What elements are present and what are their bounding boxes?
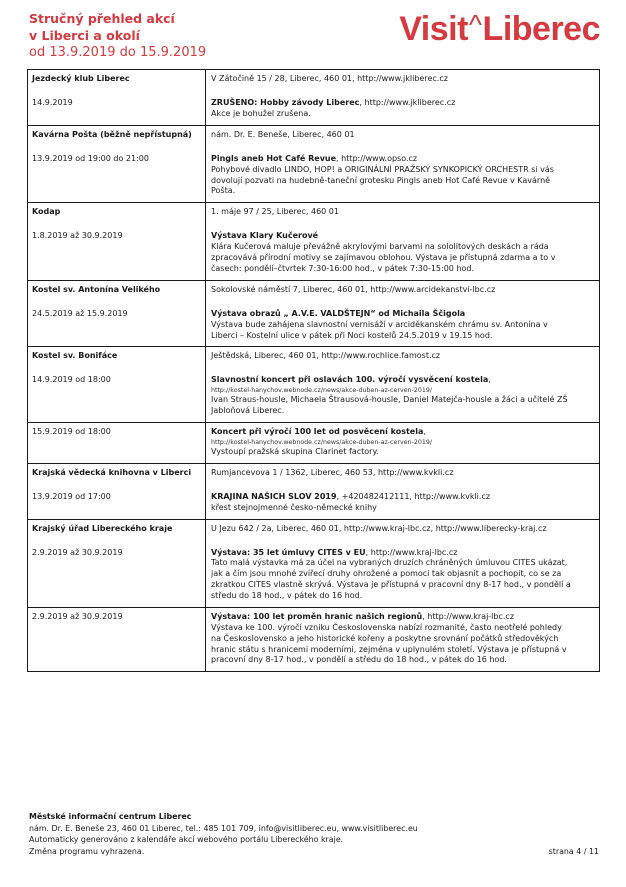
event-venue-cell [28,70,206,126]
venue-address: U Jezu 642 / 2a, Liberec, 460 01, http://www.kraj-lbc.cz, http://www.liberecky-kraj.cz [211,523,547,533]
event-description-line: středu do 18 hod., v pátek do 16 hod. [211,591,363,600]
event-venue-cell [28,519,206,607]
page-number: strana 4 / 11 [548,846,599,856]
event-date: 2.9.2019 až 30.9.2019 [32,547,123,557]
event-title-text: Koncert při výročí 100 let od posvěcení kostela [211,427,424,436]
event-detail-cell [206,125,600,203]
event-description-line: jak a čím jsou mnohé zvířecí druhy ohrožené a pomoci tak objasnit a pochopit, co se za [211,569,562,579]
event-row [28,607,600,671]
event-title [211,548,595,559]
event-description-line: zkratkou CITES vlastně skrývá. Výstava je přístupná v pracovní dny 8-17 hod., v pondělí a [211,580,571,590]
venue-name: Jezdecký klub Liberec [32,74,130,83]
event-detail-cell [206,70,600,126]
event-title [211,492,595,503]
event-row [28,423,600,464]
event-description-line: Klára Kučerová maluje převážně akrylovými barvami na sololitových deskách a ráda [211,242,549,252]
event-description-line: Ivan Straus-housle, Michaela Štrausová-housle, Daniel Matejča-housle a žáci a učitelé ZŠ [211,395,568,405]
event-title-text: ZRUŠENO: Hobby závody Liberec [211,98,360,107]
event-description-line: Jabloňová Liberec. [211,406,285,416]
event-date: 15.9.2019 od 18:00 [32,427,111,436]
venue-address: V Zátočině 15 / 28, Liberec, 460 01, http://www.jkliberec.cz [211,74,448,83]
event-description-line: Pohybové divadlo LINDO, HOP! a ORIGINÁLNÍ PRAŽSKÝ SYNKOPICKÝ ORCHESTR si vás [211,164,554,174]
venue-name: Kavárna Pošta (běžně nepřístupná) [32,129,192,139]
footer-disclaimer: Změna programu vyhrazena. [29,846,145,856]
venue-address: Rumjancevova 1 / 1362, Liberec, 460 53, http://www.kvkli.cz [211,467,454,477]
event-title-text: Výstava: 100 let proměn hranic našich regionů [211,611,423,621]
event-detail-cell [206,347,600,423]
event-description-line: Výstava ke 100. výročí vzniku Československa nabízí rozmanité, často neotřelé pohledy [211,622,562,632]
footer-contact: nám. Dr. E. Beneše 23, 460 01 Liberec, tel.: 485 101 709, info@visitliberec.eu, www.visitliberec.eu [29,823,418,833]
event-title-link: , [423,427,426,436]
event-date: 1.8.2019 až 30.9.2019 [32,231,123,241]
event-description-line: na Československo a jeho historické kořeny a poskytne srovnání počátků středověkých [211,633,559,643]
event-row [28,280,600,347]
footer-org-name: Městské informační centrum Liberec [29,812,192,821]
event-title-text: Slavnostní koncert při oslavách 100. výročí vysvěcení kostela [211,375,489,385]
event-detail-cell [206,280,600,347]
event-date: 13.9.2019 od 19:00 do 21:00 [32,153,149,163]
footer-generated-note: Automaticky generováno z kalendáře akcí webového portálu Libereckého kraje. [29,835,344,844]
logo-caret: ^ [468,9,482,40]
event-title-link: , http://www.kraj-lbc.cz [422,611,515,621]
event-title-link: , http://www.jkliberec.cz [359,98,456,107]
visit-liberec-logo [399,10,600,50]
event-title-text: Pingls aneb Hot Café Revue [211,153,337,163]
event-description-line: Vystoupí pražská skupina Clarinet factory. [211,446,379,456]
event-title-link: , [488,375,491,385]
venue-address: Sokolovské náměstí 7, Liberec, 460 01, http://www.arcidekanstvi-lbc.cz [211,284,496,294]
event-row [28,70,600,126]
event-title [211,231,595,242]
event-title [211,98,595,109]
event-date: 2.9.2019 až 30.9.2019 [32,611,123,621]
event-sub-link: http://kostel-hanychov.webnode.cz/news/akce-duben-az-cerven-2019/ [211,438,432,446]
event-row [28,519,600,607]
event-description-line: Pošta. [211,186,236,196]
event-title [211,375,595,386]
event-detail-cell [206,607,600,671]
event-description-line: časech: pondělí–čtvrtek 7:30-16:00 hod., v pátek 7:30-15:00 hod. [211,263,475,273]
page-header [29,10,604,66]
event-detail-cell [206,203,600,281]
event-title-text: Výstava obrazů „ A.V.E. VALDŠTEJN“ od Michaila Ščigola [211,308,466,318]
event-title [211,427,595,438]
event-description-line: Výstava bude zahájena slavnostní vernisáží v arciděkanském chrámu sv. Antonína v [211,319,548,329]
event-date: 13.9.2019 od 17:00 [32,491,111,501]
event-date: 14.9.2019 [32,98,73,107]
event-venue-cell [28,607,206,671]
event-venue-cell [28,125,206,203]
header-title-line-1: Stručný přehled akcí [29,11,175,26]
venue-name: Krajský úřad Libereckého kraje [32,523,173,533]
event-detail-cell [206,423,600,464]
date-range: od 13.9.2019 do 15.9.2019 [29,45,207,60]
event-title-text: KRAJINA NAŠICH SLOV 2019 [211,491,337,501]
events-table-body [28,70,600,672]
event-sub-link: http://kostel-hanychov.webnode.cz/news/akce-duben-az-cerven-2019/ [211,387,432,395]
event-title-text: Výstava: 35 let úmluvy CITES v EU [211,547,366,557]
event-venue-cell [28,463,206,519]
venue-name: Krajská vědecká knihovna v Liberci [32,467,192,477]
event-description-line: křest stejnojmenné česko-německé knihy [211,502,377,512]
logo-text-liberec: Liberec [482,10,600,48]
event-venue-cell [28,280,206,347]
event-title [211,612,595,623]
event-venue-cell [28,423,206,464]
page-footer [29,811,599,857]
event-title [211,309,595,320]
venue-address: nám. Dr. E. Beneše, Liberec, 460 01 [211,129,355,139]
event-title-link: , +420482412111, http://www.kvkli.cz [336,491,491,501]
event-description-line: pracovní dny 8-17 hod., v pondělí a středu do 18 hod., v pátek do 16 hod. [211,655,507,665]
event-venue-cell [28,203,206,281]
event-row [28,125,600,203]
event-detail-cell [206,519,600,607]
venue-name: Kostel sv. Antonína Velikého [32,284,161,294]
venue-address: 1. máje 97 / 25, Liberec, 460 01 [211,207,339,217]
event-description-line: dovolují pozvati na hudebně-taneční grotesku Pingls aneb Hot Café Revue v Kavárně [211,175,551,185]
venue-name: Kostel sv. Bonifáce [32,351,118,361]
event-row [28,463,600,519]
event-date: 24.5.2019 až 15.9.2019 [32,308,128,318]
event-title [211,154,595,165]
event-description-line: zpracovává přírodní motivy se zajímavou oblohou. Výstava je přístupná zdarma a to v [211,253,556,262]
logo-text-visit: Visit [399,10,468,48]
events-table [27,69,600,672]
header-title-line-2: v Liberci a okolí [29,28,140,43]
event-detail-cell [206,463,600,519]
event-description-line: Liberci – Kostelní ulice v pátek při Noci kostelů 24.5.2019 v 19.15 hod. [211,330,493,340]
event-row [28,347,600,423]
event-description-line: hranic státu s hranicemi moderními, zejména v uplynulém století. Výstava je přístupná v [211,644,567,654]
event-row [28,203,600,281]
venue-name: Kodap [32,207,61,217]
venue-address: Ještědská, Liberec, 460 01, http://www.rochlice.famost.cz [211,351,441,361]
event-title-text: Výstava Klary Kučerové [211,231,319,241]
event-description-line: Tato malá výstavka má za účel na vybraných druzích chráněných úmluvou CITES ukázat, [211,558,568,568]
event-date: 14.9.2019 od 18:00 [32,375,111,385]
event-title-link: , http://www.kraj-lbc.cz [365,547,458,557]
event-venue-cell [28,347,206,423]
event-description-line: Akce je bohužel zrušena. [211,108,311,118]
event-title-link: , http://www.opso.cz [336,153,418,163]
